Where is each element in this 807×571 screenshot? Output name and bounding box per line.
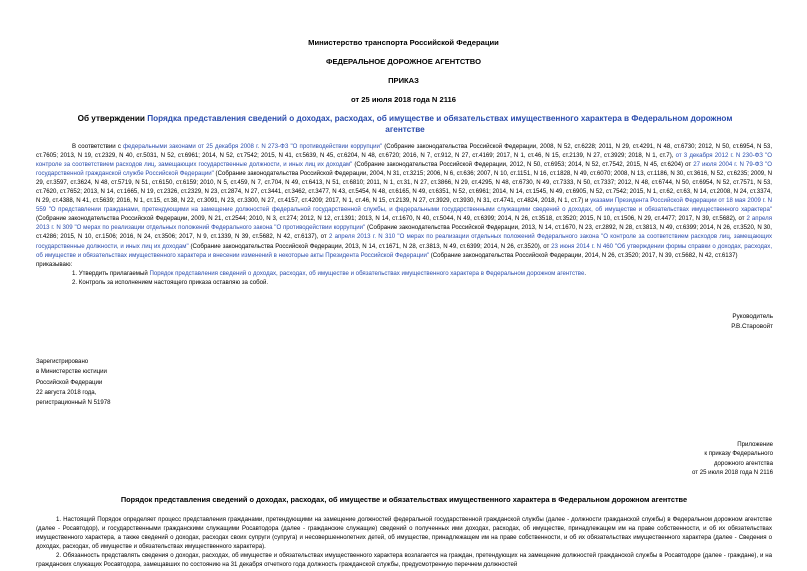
procedure-paragraph-2: 2. Обязанность представлять сведения о доходах, расходах, об имуществе и обязательствах имущественного характера возлагается на граждан, претендующих на замещение должностей гражданской службы в Росавтодоре (далее - граждане), и на гражданских служащих Росавтодора, замещавших по состоянию на 31 декабря отчетного года должность гражданской службы, предусмотренную перечнем должностей xyxy=(36,552,772,568)
signature-name: Р.В.Старовойт xyxy=(731,323,773,330)
preamble-text: (Собрание законодательства Российской Федерации, 2004, N 31, ст.3215; 2006, N 6, ст.636; 2007, N 10, ст.1151, N 16, ст.1828, N 49, ст.6070; 2008, N 13, ст.1186, N 30, ст.3616, N 52, ст.6235; 2009, N 29, ст.3597, ст.3624, N 48, ст.5719, N 51, ст.6150, ст.6159; 2010, N 5, ст.459, N 7, ст.704, N 49, ст.6413, N 51, ст.6810; 2011, N 1, ст.31, N 27, ст.3866, N 29, ст.4295, N 48, ст.6730, N 49, ст.7333, N 50, ст.7337; 2012, N 48, ст.6744, N 50, ст.6954, N 52, ст.7571, N 53, ст.7620, ст.7652; 2013, N 14, ст.1665, N 19, ст.2326, ст.2329, N 23, ст.2874, N 27, ст.3441, ст.3462, ст.3477, N 43, ст.5454, N 48, ст.6165, N 49, ст.6351, N 52, ст.6961; 2014, N 14, ст.1545, N 49, ст.6905, N 52, ст.7542; 2015, N 1, ст.62, ст.63, N 14, ст.2008, N 24, ст.3374, N 29, ст.4388, N 41, ст.5639; 2016, N 1, ст.15, ст.38, N 22, ст.3091, N 23, ст.3300, N 27, ст.4157, ст.4209; 2017, N 1, ст.46, N 15, ст.2139, N 27, ст.3929, ст.3930, N 31, ст.4741, ст.4824, 2018, N 1, ст.7) и xyxy=(36,170,772,205)
order-items xyxy=(36,269,772,287)
document-title xyxy=(60,113,750,135)
preamble-link[interactable]: федеральными законами от 25 декабря 2008 г. N 273-ФЗ "О противодействии коррупции" xyxy=(123,143,383,150)
preamble-link[interactable]: 27 июля 2004 г. N 79-ФЗ "О государственной гражданской службе Российской Федерации" xyxy=(36,161,772,178)
title-prefix: Об утверждении xyxy=(77,114,148,123)
preamble-text: (Собрание законодательства Российской Федерации, 2014, N 26, ст.3520; 2017, N 39, ст.5682, N 42, ст.6137) xyxy=(429,251,738,259)
item1-suffix: . xyxy=(584,269,587,277)
appendix-line: к приказу Федерального xyxy=(704,450,773,458)
document-body xyxy=(36,142,772,287)
item1-prefix: 1. Утвердить прилагаемый xyxy=(72,269,150,277)
preamble-text: (Собрание законодательства Российской Федерации, 2013, N 14, ст.1670, N 23, ст.2892, N 28, ст.3813, N 49, ст.6399; 2014, N 26, ст.3520, N 30, ст.4286; 2015, N 10, ст.1506; 2016, N 24, ст.3506; 2017, N 9, ст.1339, N 39, ст.5682, N 42, ст.6137), от xyxy=(36,224,772,241)
procedure-paragraph-1: 1. Настоящий Порядок определяет процесс представления гражданами, претендующими на замещение должностей федеральной государственной гражданской службы (далее - должности гражданской службы) в Федеральном дорожном агентстве (далее - Росавтодор), и государственными гражданскими служащими Росавтодора (далее - гражданские служащие) сведений о полученных ими доходах, расходах, об имуществе, принадлежащем им на праве собственности, и об их обязательствах имущественного характера, а также сведений о доходах, расходах своих супруги (супруга) и несовершеннолетних детей, об имуществе, принадлежащем им на праве собственности, и об их обязательствах имущественного характера (далее - Сведения о доходах, расходах, об имуществе и обязательствах имущественного характера). xyxy=(36,516,772,550)
appendix-line: от 25 июля 2018 года N 2116 xyxy=(691,469,773,477)
item1-link[interactable]: Порядок представления сведений о доходах, расходах, об имуществе и обязательствах имущественного характера в Федеральном дорожном агентстве xyxy=(149,269,585,277)
agency-name: ФЕДЕРАЛЬНОЕ ДОРОЖНОЕ АГЕНТСТВО xyxy=(326,57,481,66)
preamble-paragraph xyxy=(36,142,772,260)
preamble-link[interactable]: 2 апреля 2013 г. N 309 "О мерах по реализации отдельных положений Федерального закона "О противодействии коррупции" xyxy=(36,215,772,232)
registration-line: в Министерстве юстиции xyxy=(36,368,107,376)
section-title: Порядок представления сведений о доходах, расходах, об имуществе и обязательствах имущественного характера в Федеральном дорожном агентстве xyxy=(120,495,688,504)
preamble-text: (Собрание законодательства Российской Федерации, 2012, N 50, ст.6953; 2014, N 52, ст.7542, 2015, N 45, ст.6204) от xyxy=(352,161,694,169)
preamble-text: В соответствии с xyxy=(72,143,123,150)
signature-position: Руководитель xyxy=(732,313,773,320)
appendix-line: Приложение xyxy=(737,441,773,448)
order-item-1 xyxy=(36,269,772,278)
preamble-link[interactable]: от 3 декабря 2012 г. N 230-ФЗ "О контроле за соответствием расходов лиц, замещающих государственные должности, и иных лиц их доходам" xyxy=(36,152,772,169)
registration-line: 22 августа 2018 года, xyxy=(36,388,97,396)
preamble-link[interactable]: указами Президента Российской Федерации от 18 мая 2009 г. N 559 "О представлении гражданами, претендующими на замещение должностей федеральной государственной службы, и федеральными государственными служащими сведений о доходах, об имуществе и обязательствах имущественного характера" xyxy=(36,197,772,214)
registration-line: Российской Федерации xyxy=(36,378,103,386)
registration-line: регистрационный N 51978 xyxy=(36,399,111,407)
registration-block xyxy=(36,357,111,408)
ministry-name: Министерство транспорта Российской Федерации xyxy=(308,38,499,47)
document-date: от 25 июля 2018 года N 2116 xyxy=(351,95,456,104)
preamble-text: (Собрание законодательства Российской Федерации, 2008, N 52, ст.6228; 2011, N 29, ст.4291, N 48, ст.6730; 2012, N 50, ст.6954, N 53, ст.7605; 2013, N 19, ст.2329, N 40, ст.5031, N 52, ст.6961; 2014, N 52, ст.7542; 2015, N 41, ст.5639, N 45, ст.6204, N 48, ст.6720; 2016, N 7, ст.912, N 27, ст.4169; 2017, N 1, ст.46, N 15, ст.2139, N 27, ст.3929; 2018, N 1, ст.7), xyxy=(36,143,773,160)
preamble-text: (Собрание законодательства Российской Федерации, 2009, N 21, ст.2544; 2010, N 3, ст.274; 2012, N 12, ст.1391; 2013, N 14, ст.1670, N 40, ст.5044, N 49, ст.6399; 2014, N 26, ст.3518, ст.3520; 2015, N 10, ст.1506, N 29, ст.4477; 2017, N 39, ст.5682), от xyxy=(36,215,747,223)
preamble-link[interactable]: 2 апреля 2013 г. N 310 "О мерах по реализации отдельных положений Федерального закона "О контроле за соответствием расходов лиц, замещающих государственные должности, и иных лиц их доходам" xyxy=(36,233,772,250)
appendix-line: дорожного агентства xyxy=(713,459,773,467)
title-link[interactable]: Порядка представления сведений о доходах, расходах, об имуществе и обязательствах имущественного характера в Федеральном дорожном агентстве xyxy=(147,114,733,134)
procedure-body xyxy=(36,515,772,569)
preamble-link[interactable]: 23 июня 2014 г. N 460 "Об утверждении формы справки о доходах, расходах, об имуществе и обязательствах имущественного характера и внесении изменений в некоторые акты Президента Российской Федерации" xyxy=(36,242,773,259)
signature-block xyxy=(731,312,773,332)
order-item-2: 2. Контроль за исполнением настоящего приказа оставляю за собой. xyxy=(72,278,269,286)
document-type: ПРИКАЗ xyxy=(388,76,419,85)
registration-line: Зарегистрировано xyxy=(36,358,89,365)
order-word: приказываю: xyxy=(36,260,73,268)
preamble-text: (Собрание законодательства Российской Федерации, 2013, N 14, ст.1671, N 28, ст.3813, N 49, ст.6399; 2014, N 26, ст.3520), от xyxy=(188,242,552,250)
appendix-block xyxy=(692,440,773,478)
